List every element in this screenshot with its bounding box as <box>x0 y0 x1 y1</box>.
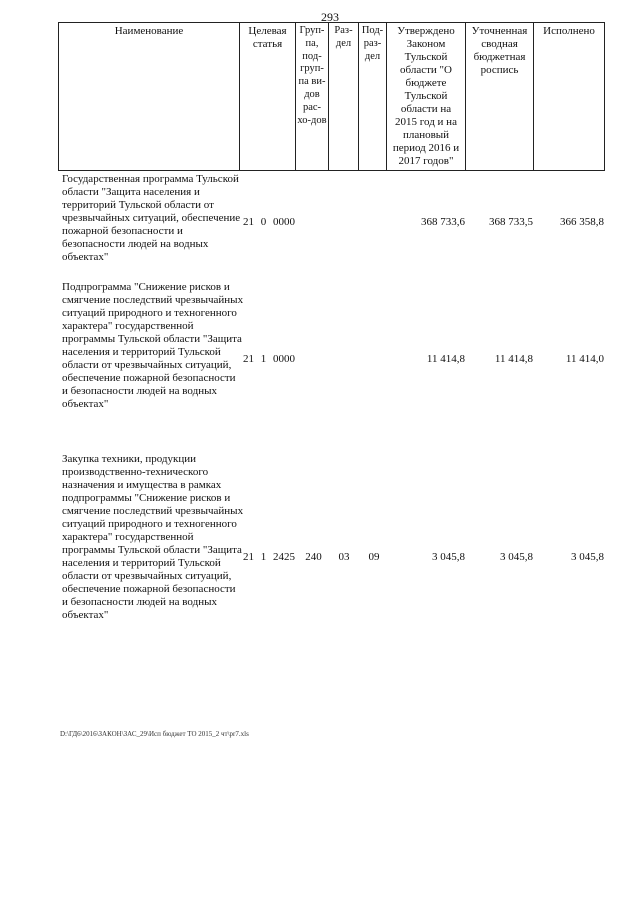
header-section: Раз-дел <box>329 23 359 171</box>
row-target-article: 21 0 0000 <box>243 216 295 228</box>
header-executed: Исполнено <box>534 23 605 171</box>
header-refined: Уточненная сводная бюджетная роспись <box>466 23 534 171</box>
row-executed: 366 358,8 <box>560 216 604 228</box>
header-expense-group: Груп-па, под-груп-па ви-дов рас-хо-дов <box>296 23 329 171</box>
page-number: 293 <box>321 10 339 24</box>
row-name: Государственная программа Тульской области "Защита населения и территорий Тульской области от чрезвычайных ситуаций, обеспечение пожарной безопасности и безопасности людей на водных объектах" <box>62 173 241 263</box>
row-refined: 3 045,8 <box>500 551 533 563</box>
row-refined: 11 414,8 <box>494 353 533 365</box>
header-target-article: Целевая статья <box>240 23 296 171</box>
table-header <box>58 22 605 171</box>
row-subsection: 09 <box>368 551 380 563</box>
row-target-article: 21 1 0000 <box>243 353 295 365</box>
row-expense-group: 240 <box>305 551 322 563</box>
row-approved: 11 414,8 <box>426 353 465 365</box>
row-name: Закупка техники, продукции производственно-технического назначения и имущества в рамках подпрограммы "Снижение рисков и смягчение последствий чрезвычайных ситуаций природного и техногенного характера" государственной программы Тульской области "Защита населения и территорий Тульской области от чрезвычайных ситуаций, обеспечение пожарной безопасности и безопасности людей на водных объектах" <box>62 453 244 621</box>
header-subsection: Под-раз-дел <box>359 23 387 171</box>
row-target-article: 21 1 2425 <box>243 551 295 563</box>
row-approved: 3 045,8 <box>432 551 465 563</box>
row-section: 03 <box>338 551 350 563</box>
header-approved: Утверждено Законом Тульской области "О бюджете Тульской области на 2015 год и на плановый период 2016 и 2017 годов" <box>387 23 466 171</box>
row-executed: 11 414,0 <box>565 353 604 365</box>
header-name: Наименование <box>59 23 240 171</box>
row-name: Подпрограмма "Снижение рисков и смягчение последствий чрезвычайных ситуаций природного и техногенного характера" государственной программы Тульской области "Защита населения и территорий Тульской области от чрезвычайных ситуаций, обеспечение пожарной безопасности и безопасности людей на водных объектах" <box>62 281 244 410</box>
row-refined: 368 733,5 <box>489 216 533 228</box>
row-executed: 3 045,8 <box>571 551 604 563</box>
file-path-footer: D:\ГД6\2016\ЗАКОН\ЗАС_29\Исп бюджет ТО 2015_2 чт\pr7.xls <box>60 730 249 738</box>
row-approved: 368 733,6 <box>421 216 465 228</box>
